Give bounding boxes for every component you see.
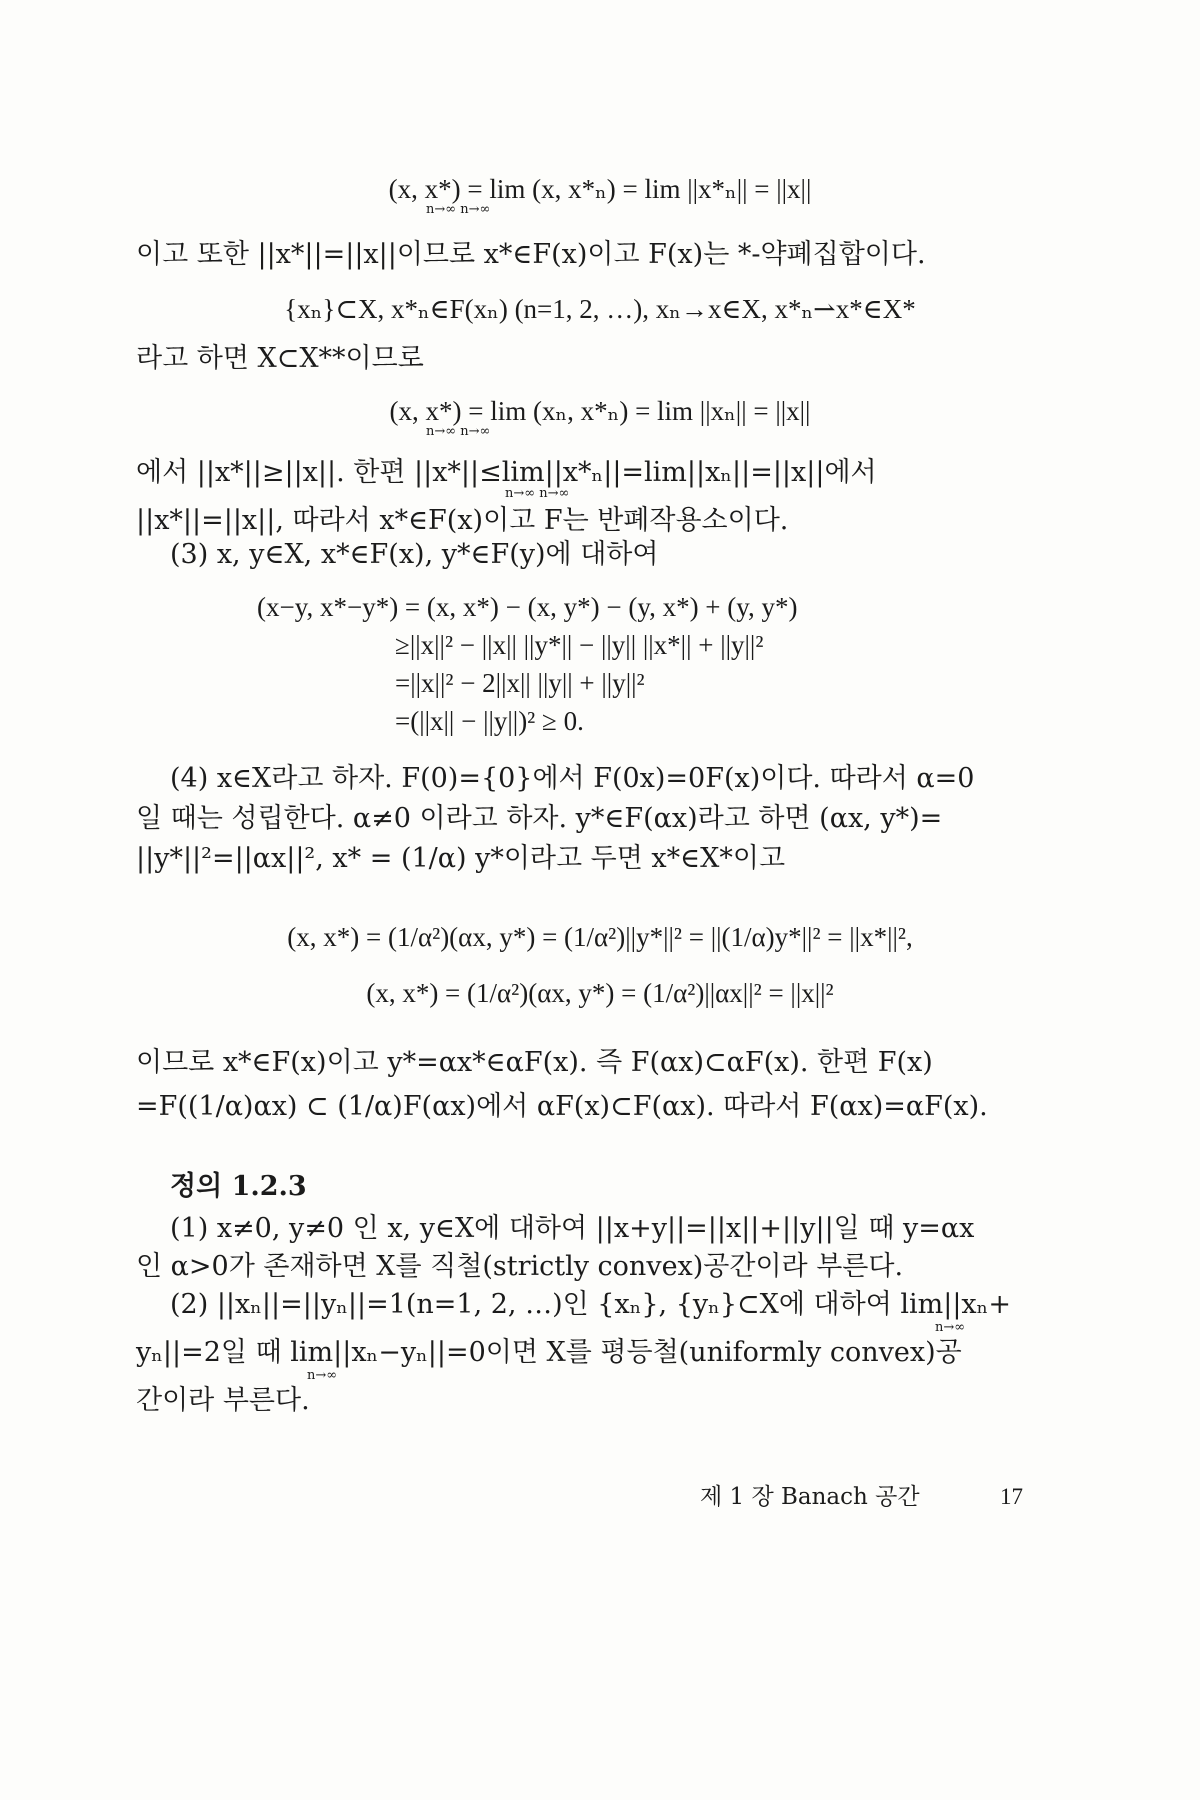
item-4-line-1: (4) x∈X라고 하자. F(0)={0}에서 F(0x)=0F(x)이다. 따라서 α=0 (170, 763, 975, 794)
item-4-line-3: ||y*||²=||αx||², x* = (1/α) y*이라고 두면 x*∈X*이고 (136, 843, 786, 874)
item-4-line-2: 일 때는 성립한다. α≠0 이라고 하자. y*∈F(αx)라고 하면 (αx, y*)= (136, 803, 943, 834)
definition-item-1-line-1: (1) x≠0, y≠0 인 x, y∈X에 대하여 ||x+y||=||x||+||y||일 때 y=αx (170, 1213, 975, 1244)
definition-heading: 정의 1.2.3 (170, 1171, 307, 1202)
limit-subscript: n→∞ (935, 1320, 966, 1335)
equation-sequence: {xₙ}⊂X, x*ₙ∈F(xₙ) (n=1, 2, …), xₙ→x∈X, x*ₙ⇀x*∈X* (284, 294, 916, 324)
chapter-footer: 제 1 장 Banach 공간 (700, 1484, 920, 1510)
limit-subscript: n→∞ n→∞ (505, 486, 570, 501)
text-line: 이고 또한 ||x*||=||x||이므로 x*∈F(x)이고 F(x)는 *-약폐집합이다. (136, 239, 926, 270)
equation-inequality-line-4: =(||x|| − ||y||)² ≥ 0. (395, 706, 584, 736)
text-line: 에서 ||x*||≥||x||. 한편 ||x*||≤lim||x*ₙ||=lim||xₙ||=||x||에서 (136, 457, 877, 488)
equation-fraction-2: (x, x*) = (1/α²)(αx, y*) = (1/α²)||αx||² = ||x||² (366, 978, 834, 1008)
text-line: ||x*||=||x||, 따라서 x*∈F(x)이고 F는 반폐작용소이다. (136, 505, 789, 536)
text-line: =F((1/α)αx) ⊂ (1/α)F(αx)에서 αF(x)⊂F(αx). 따라서 F(αx)=αF(x). (136, 1091, 988, 1122)
limit-subscript: n→∞ (307, 1368, 338, 1383)
page-number: 17 (1000, 1484, 1023, 1509)
definition-item-2-line-3: 간이라 부른다. (136, 1385, 310, 1416)
text-line: 라고 하면 X⊂X**이므로 (136, 343, 424, 374)
limit-subscript: n→∞ n→∞ (426, 424, 491, 439)
equation-fraction-1: (x, x*) = (1/α²)(αx, y*) = (1/α²)||y*||² = ||(1/α)y*||² = ||x*||², (287, 922, 913, 952)
definition-item-2-line-2: yₙ||=2일 때 lim||xₙ−yₙ||=0이면 X를 평등철(uniformly convex)공 (136, 1337, 962, 1368)
definition-item-2-line-1: (2) ||xₙ||=||yₙ||=1(n=1, 2, …)인 {xₙ}, {yₙ}⊂X에 대하여 lim||xₙ+ (170, 1289, 1011, 1320)
equation-inequality-line-1: (x−y, x*−y*) = (x, x*) − (x, y*) − (y, x*) + (y, y*) (257, 592, 798, 622)
equation-inequality-line-2: ≥||x||² − ||x|| ||y*|| − ||y|| ||x*|| + ||y||² (395, 630, 764, 660)
equation-limit-2: (x, x*) = lim (xₙ, x*ₙ) = lim ||xₙ|| = ||x|| (389, 396, 811, 426)
limit-subscript: n→∞ n→∞ (426, 202, 491, 217)
definition-item-1-line-2: 인 α>0가 존재하면 X를 직철(strictly convex)공간이라 부른다. (136, 1251, 904, 1282)
equation-limit-1: (x, x*) = lim (x, x*ₙ) = lim ||x*ₙ|| = ||x|| (388, 174, 812, 204)
text-line: 이므로 x*∈F(x)이고 y*=αx*∈αF(x). 즉 F(αx)⊂αF(x). 한편 F(x) (136, 1047, 933, 1078)
equation-inequality-line-3: =||x||² − 2||x|| ||y|| + ||y||² (395, 668, 645, 698)
item-3-intro: (3) x, y∈X, x*∈F(x), y*∈F(y)에 대하여 (170, 539, 659, 570)
